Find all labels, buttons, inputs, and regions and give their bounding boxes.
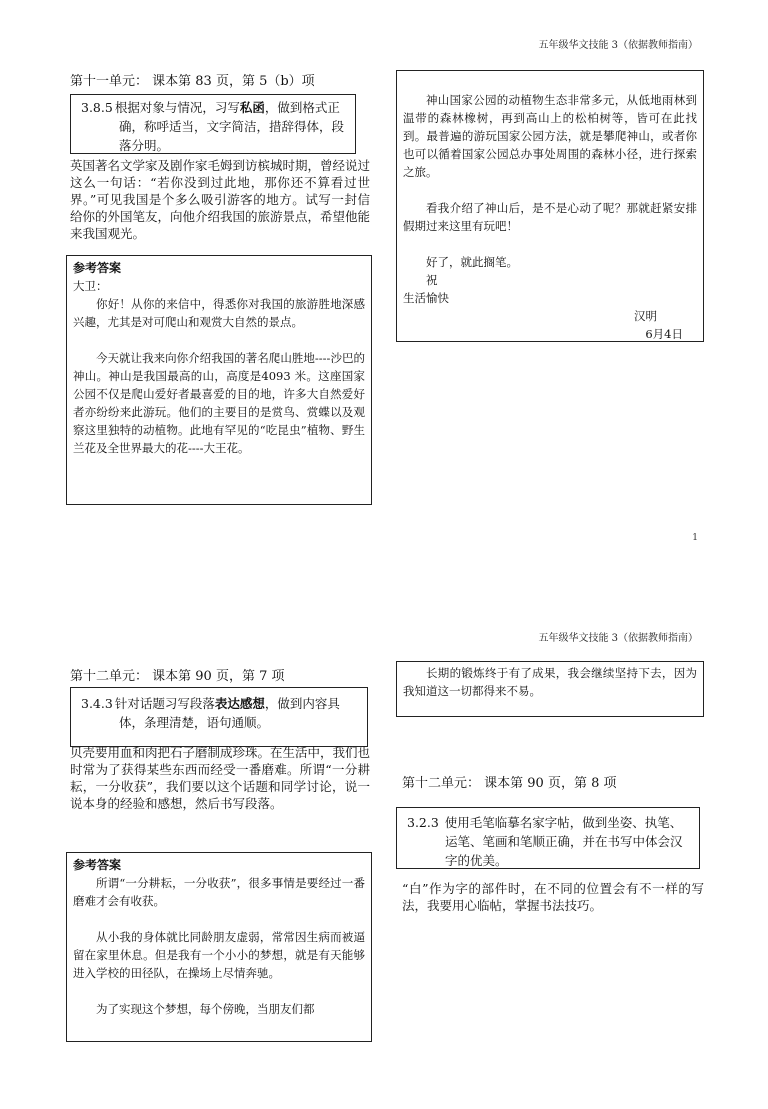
- letter-closing-wish: 祝: [426, 273, 438, 287]
- unit-heading: 第十二单元： 课本第 90 页，第 7 项: [70, 669, 285, 684]
- page-number: 1: [692, 533, 698, 543]
- answer-box-letter: [66, 255, 372, 505]
- answer-label: 参考答案: [73, 858, 122, 872]
- answer-box-letter-continued: [396, 70, 704, 342]
- answer-box-essay-continued: [396, 661, 704, 717]
- objective-text: 3.2.3 使用毛笔临摹名家字帖，做到坐姿、执笔、运笔、笔画和笔顺正确，并在书写中体会汉字的优美。: [407, 815, 683, 868]
- letter-date: 6月4日: [645, 327, 683, 341]
- letter-greeting: 大卫：: [73, 279, 108, 293]
- letter-paragraph: 神山国家公园的动植物生态非常多元，从低地雨林到温带的森林橡树，再到高山上的松柏树等，皆可在此找到。最普遍的游玩国家公园方法，就是攀爬神山，或者你也可以循着国家公园总办事处周围的森林小径，进行探索之旅。: [403, 93, 697, 179]
- writing-prompt: “白”作为字的部件时，在不同的位置会有不一样的写法，我要用心临帖，掌握书法技巧。: [402, 881, 704, 913]
- objective-box: [70, 687, 368, 747]
- objective-box: [70, 94, 356, 154]
- objective-text: 3.4.3 针对话题习写段落表达感想，做到内容具体，条理清楚，语句通顺。: [81, 696, 340, 730]
- page-2: [0, 597, 768, 1109]
- essay-paragraph: 长期的锻炼终于有了成果，我会继续坚持下去，因为我知道这一切都得来不易。: [403, 666, 697, 698]
- answer-box-essay: [66, 852, 372, 1042]
- objective-box: [396, 807, 700, 869]
- letter-paragraph: 看我介绍了神山后，是不是心动了呢？那就赶紧安排假期过来这里有玩吧！: [403, 201, 697, 233]
- page-1: [0, 0, 768, 543]
- letter-paragraph: 今天就让我来向你介绍我国的著名爬山胜地----沙巴的神山。神山是我国最高的山，高度是4093 米。这座国家公园不仅是爬山爱好者最喜爱的目的地，许多大自然爱好者亦纷纷来此游玩。他们的主要目的是赏鸟、赏蝶以及观察这里独特的动植物。此地有罕见的“吃昆虫”植物、野生兰花及全世界最大的花----大王花。: [73, 351, 365, 455]
- unit-heading: 第十一单元： 课本第 83 页，第 5（b）项: [70, 74, 315, 89]
- writing-prompt: 贝壳要用血和肉把石子磨制成珍珠。在生活中，我们也时常为了获得某些东西而经受一番磨难。所谓“一分耕耘，一分收获”，我们要以这个话题和同学讨论，说一说本身的经验和感想，然后书写段落。: [70, 745, 371, 811]
- letter-paragraph: 你好！从你的来信中，得悉你对我国的旅游胜地深感兴趣，尤其是对可爬山和观赏大自然的景点。: [73, 297, 365, 329]
- answer-label: 参考答案: [73, 261, 122, 275]
- page-header: 五年级华文技能 3（依据教师指南）: [538, 633, 698, 644]
- essay-paragraph: 所谓“一分耕耘，一分收获”，很多事情是要经过一番磨难才会有收获。: [73, 876, 365, 908]
- objective-text: 3.8.5 根据对象与情况，习写私函，做到格式正确，称呼适当，文字简洁，措辞得体，段落分明。: [81, 100, 345, 153]
- letter-closing-blessing: 生活愉快: [403, 291, 449, 305]
- essay-paragraph: 从小我的身体就比同龄朋友虚弱，常常因生病而被逼留在家里休息。但是我有一个小小的梦想，就是有天能够进入学校的田径队，在操场上尽情奔驰。: [73, 930, 365, 980]
- essay-paragraph: 为了实现这个梦想，每个傍晚，当朋友们都: [96, 1002, 315, 1016]
- unit-heading: 第十二单元： 课本第 90 页，第 8 项: [402, 776, 617, 791]
- letter-signature: 汉明: [634, 309, 657, 323]
- letter-closing: 好了，就此搁笔。: [426, 255, 518, 269]
- writing-prompt: 英国著名文学家及剧作家毛姆到访槟城时期，曾经说过这么一句话：“若你没到过此地，那你还不算看过世界。”可见我国是个多么吸引游客的地方。试写一封信给你的外国笔友，向他介绍我国的旅游景点，希望他能来我国观光。: [70, 158, 371, 241]
- page-header: 五年级华文技能 3（依据教师指南）: [538, 40, 698, 51]
